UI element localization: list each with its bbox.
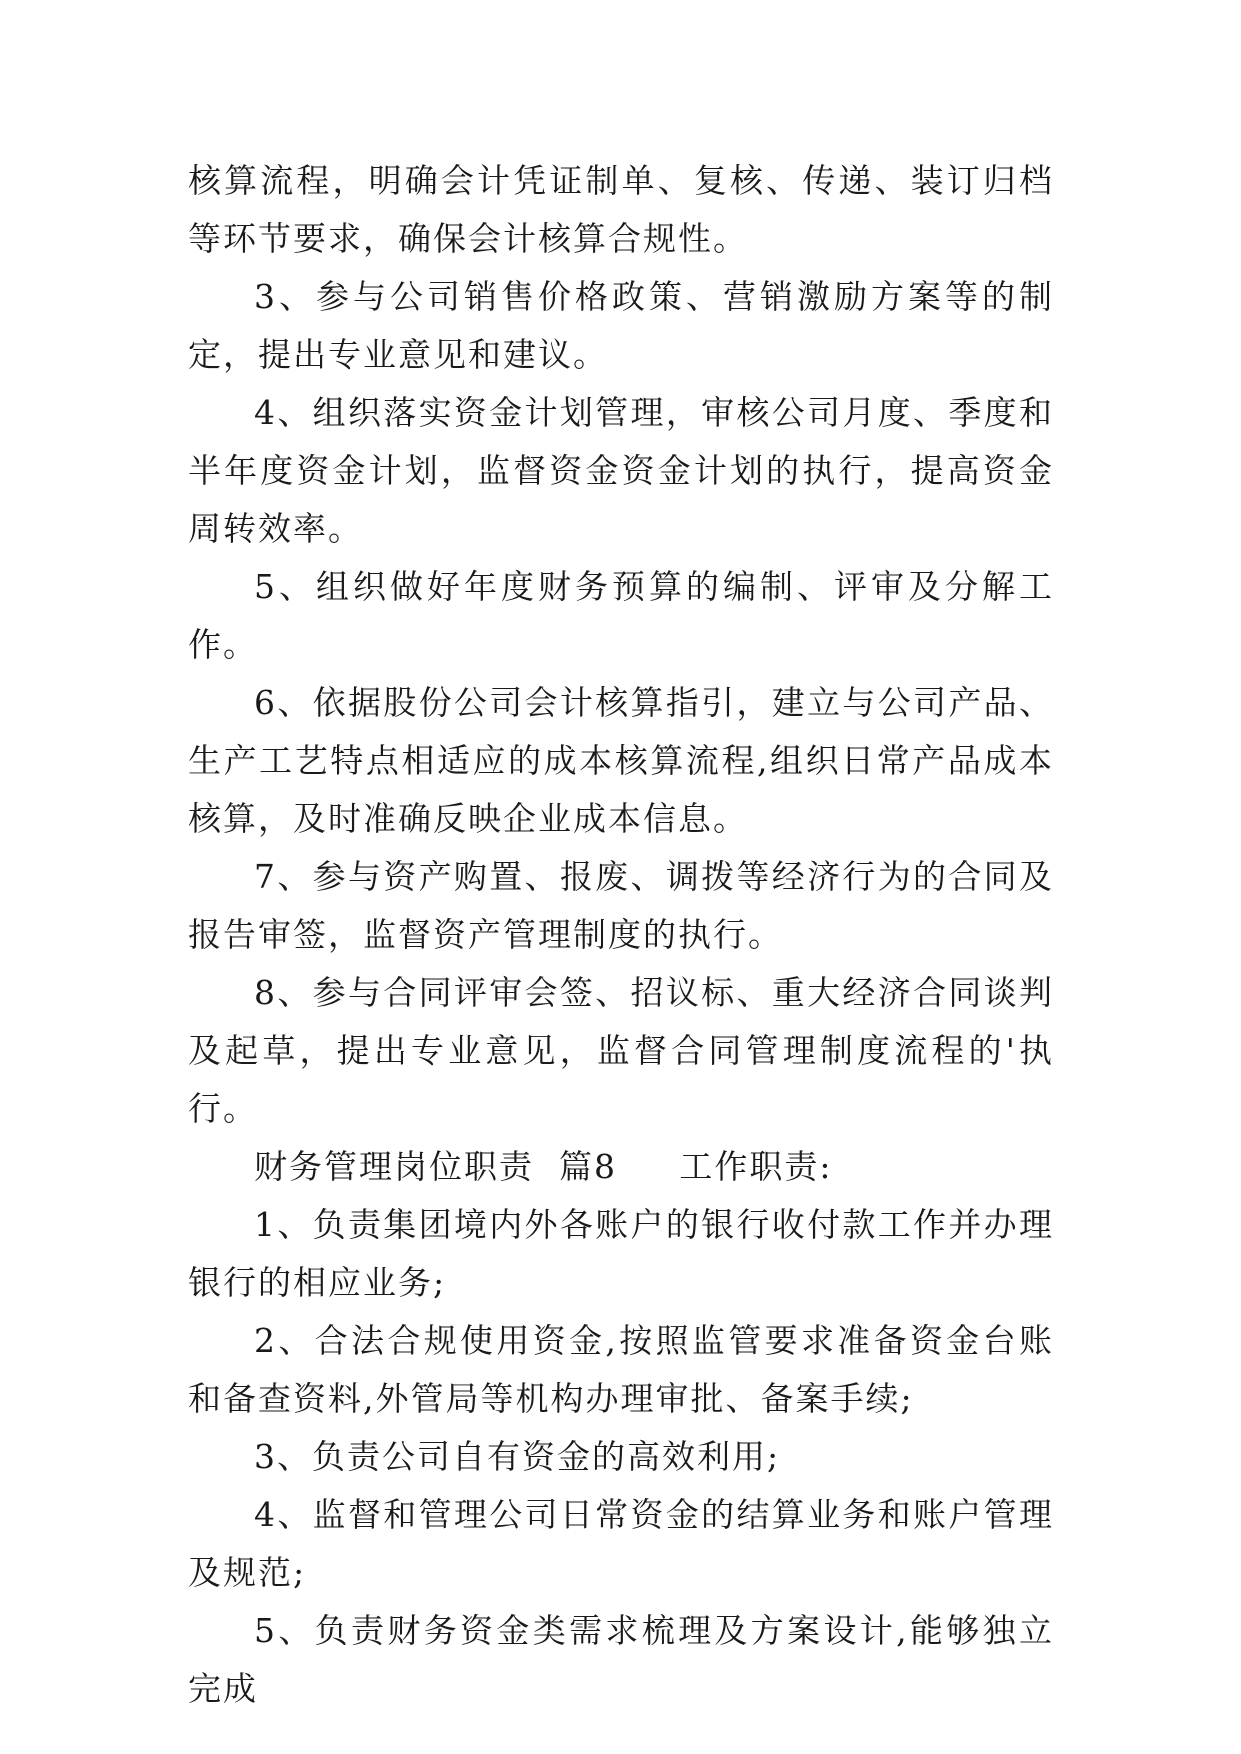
paragraph-item-4: 4、组织落实资金计划管理，审核公司月度、季度和半年度资金计划，监督资金资金计划的执行，提高资金周转效率。 [188,393,1054,548]
document-body [188,152,1054,1718]
section-heading: 财务管理岗位职责 篇8 工作职责: [254,1147,833,1186]
paragraph-item-6: 6、依据股份公司会计核算指引，建立与公司产品、生产工艺特点相适应的成本核算流程,组织日常产品成本核算，及时准确反映企业成本信息。 [188,683,1054,838]
paragraph-item-5: 5、组织做好年度财务预算的编制、评审及分解工作。 [188,567,1054,664]
paragraph-item-8: 8、参与合同评审会签、招议标、重大经济合同谈判及起草，提出专业意见，监督合同管理制度流程的'执行。 [188,973,1054,1128]
duty-item-1: 1、负责集团境内外各账户的银行收付款工作并办理银行的相应业务; [188,1205,1054,1302]
duty-item-2: 2、合法合规使用资金,按照监管要求准备资金台账和备查资料,外管局等机构办理审批、备案手续; [188,1321,1054,1418]
paragraph-accounting-process: 核算流程，明确会计凭证制单、复核、传递、装订归档等环节要求，确保会计核算合规性。 [188,161,1054,258]
paragraph-item-3: 3、参与公司销售价格政策、营销激励方案等的制定，提出专业意见和建议。 [188,277,1054,374]
duty-item-5: 5、负责财务资金类需求梳理及方案设计,能够独立完成 [188,1611,1054,1708]
duty-item-4: 4、监督和管理公司日常资金的结算业务和账户管理及规范; [188,1495,1054,1592]
duty-item-3: 3、负责公司自有资金的高效利用; [254,1437,781,1476]
paragraph-item-7: 7、参与资产购置、报废、调拨等经济行为的合同及报告审签，监督资产管理制度的执行。 [188,857,1054,954]
